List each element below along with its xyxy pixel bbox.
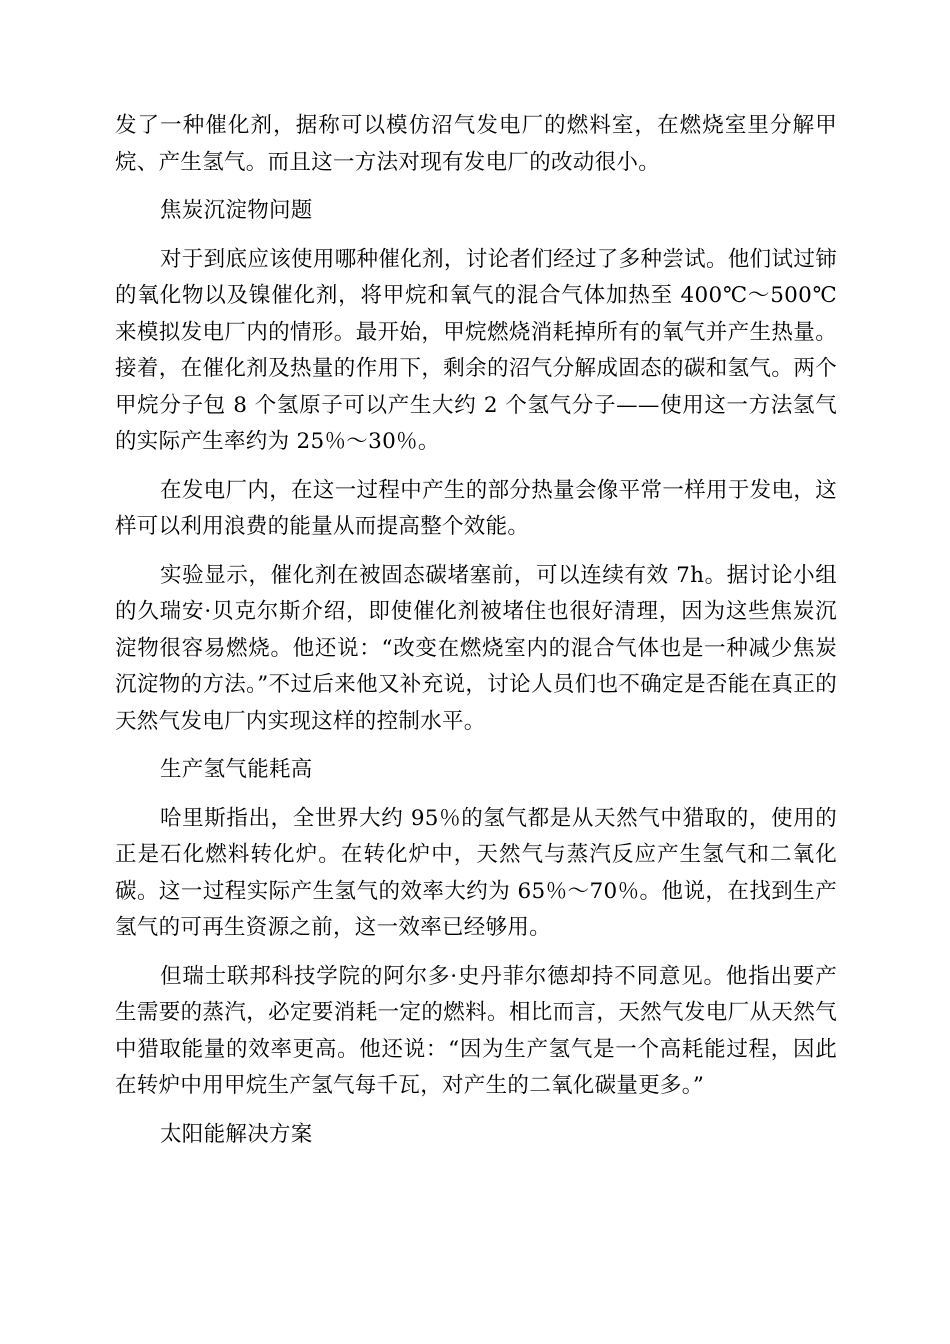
paragraph-catalyst-trials: 对于到底应该使用哪种催化剂，讨论者们经过了多种尝试。他们试过铈的氧化物以及镍催化剂，将甲烷和氧气的混合气体加热至 400℃～500℃来模拟发电厂内的情形。最开始，甲烷燃烧消耗掉所有的氧气并产生热量。接着，在催化剂及热量的作用下，剩余的沼气分解成固态的碳和氢气。两个甲烷分子包 8 个氢原子可以产生大约 2 个氢气分子——使用这一方法氢气的实际产生率约为 25％～30％。 bbox=[115, 246, 837, 454]
section-heading-coke-deposits: 焦炭沉淀物问题 bbox=[160, 198, 313, 223]
paragraph-intro: 发了一种催化剂，据称可以模仿沼气发电厂的燃料室，在燃烧室里分解甲烷、产生氢气。而且这一方法对现有发电厂的改动很小。 bbox=[115, 113, 837, 175]
paragraph-steinfeld-opinion: 但瑞士联邦科技学院的阿尔多·史丹菲尔德却持不同意见。他指出要产生需要的蒸汽，必定要消耗一定的燃料。相比而言，天然气发电厂从天然气中猎取能量的效率更高。他还说：“因为生产氢气是一个高耗能过程，因此在转炉中用甲烷生产氢气每千瓦，对产生的二氧化碳量更多。” bbox=[115, 963, 837, 1098]
section-heading-solar-solution: 太阳能解决方案 bbox=[160, 1121, 313, 1147]
paragraph-power-plant-heat: 在发电厂内，在这一过程中产生的部分热量会像平常一样用于发电，这样可以利用浪费的能量从而提高整个效能。 bbox=[115, 477, 837, 539]
document-page bbox=[115, 108, 837, 1165]
section-heading-energy-cost: 生产氢气能耗高 bbox=[160, 757, 313, 782]
paragraph-experiment-results: 实验显示，催化剂在被固态碳堵塞前，可以连续有效 7h。据讨论小组的久瑞安·贝克尔斯介绍，即使催化剂被堵住也很好清理，因为这些焦炭沉淀物很容易燃烧。他还说：“改变在燃烧室内的混合气体也是一种减少焦炭沉淀物的方法。”不过后来他又补充说，讨论人员们也不确定是否能在真正的天然气发电厂内实现这样的控制水平。 bbox=[115, 562, 837, 734]
paragraph-harris-reformer: 哈里斯指出，全世界大约 95％的氢气都是从天然气中猎取的，使用的正是石化燃料转化炉。在转化炉中，天然气与蒸汽反应产生氢气和二氧化碳。这一过程实际产生氢气的效率大约为 65％～70％。他说，在找到生产氢气的可再生资源之前，这一效率已经够用。 bbox=[115, 805, 837, 940]
